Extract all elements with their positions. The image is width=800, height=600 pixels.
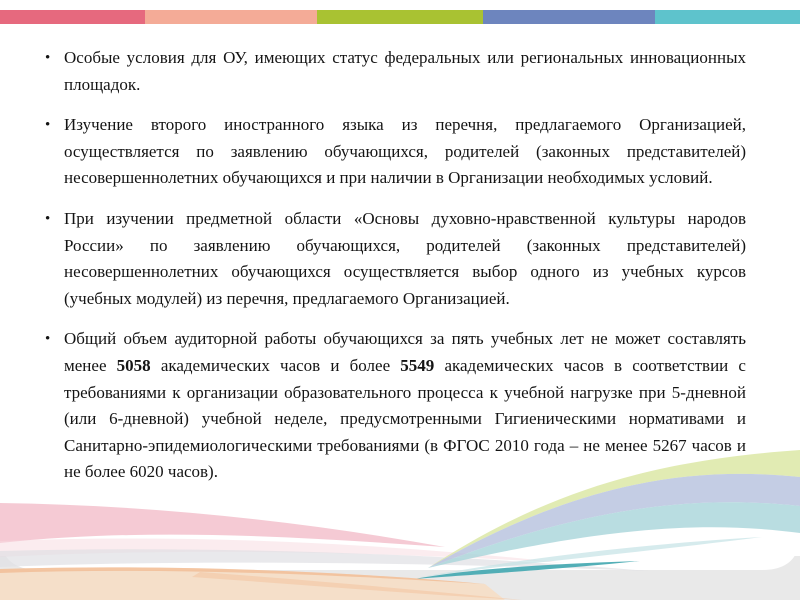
bullet-item	[44, 326, 746, 486]
bullet-text: академических часов в соответствии с требованиями к организации образовательного процесса к учебной нагрузке при 5-дневной (или 6-дневной) учебной неделе, предусмотренными Гигиеническими нормативами и Санитарно-эпидемиологическими требованиями (в ФГОС 2010 года – не менее 5267 часов и не более 6020 часов).	[64, 355, 746, 482]
bullet-item	[44, 45, 746, 98]
bullet-marker: •	[45, 210, 51, 227]
bullet-item	[44, 206, 746, 312]
bullet-marker: •	[45, 50, 51, 66]
bullet-text: академических часов и более	[150, 355, 401, 375]
bullet-text: Изучение второго иностранного языка из перечня, предлагаемого Организацией, осуществляется по заявлению обучающихся, родителей (законных представителей) несовершеннолетних обучающихся и при наличии в Организации необходимых условий.	[64, 115, 746, 188]
bullet-marker: •	[45, 117, 51, 134]
bold-hours-max: 5549	[400, 355, 435, 375]
bullet-text: При изучении предметной области «Основы духовно-нравственной культуры народов России» по заявлению обучающихся, родителей (законных представителей) несовершеннолетних обучающихся осуществляется выбор одного из учебных курсов (учебных модулей) из перечня, предлагаемого Организацией.	[64, 208, 746, 308]
bullet-item	[44, 112, 746, 192]
bullet-text: Общий объем аудиторной работы обучающихся за пять учебных лет не может составлять менее	[64, 329, 746, 375]
bullet-marker: •	[45, 331, 51, 348]
bullet-text: Особые условия для ОУ, имеющих статус федеральных или региональных инновационных площадок.	[64, 48, 746, 94]
bold-hours-min: 5058	[116, 355, 151, 375]
